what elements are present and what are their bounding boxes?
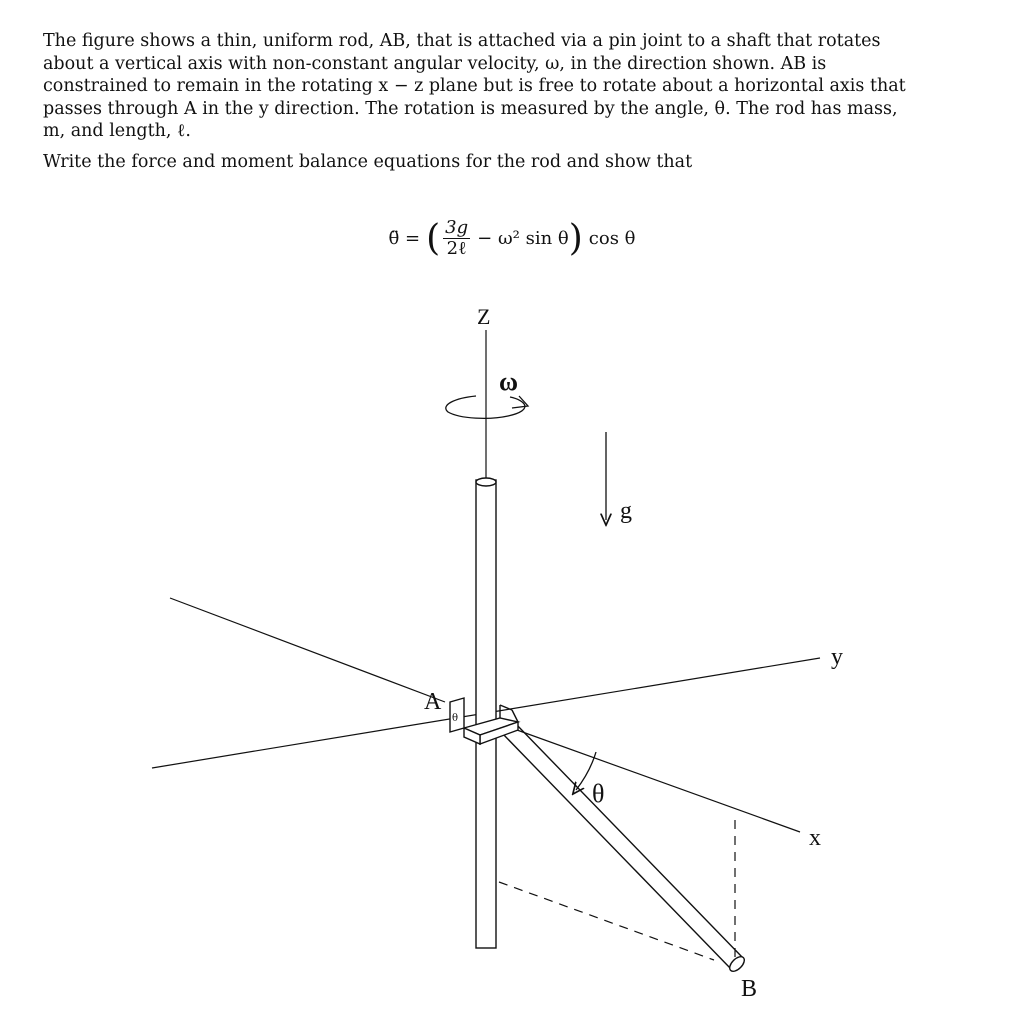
equation-close-paren: )	[568, 217, 583, 259]
problem-line: constrained to remain in the rotating x − z plane but is free to rotate about a horizontal axis that	[43, 76, 906, 96]
point-b-label: B	[741, 976, 758, 1002]
equation-open-paren: (	[426, 217, 441, 259]
equation-middle: − ω² sin θ	[477, 228, 569, 249]
rod-edge	[502, 733, 731, 969]
gravity-label: g	[620, 498, 632, 524]
x-axis-line	[517, 730, 800, 832]
shaft-top	[476, 478, 496, 486]
pin-theta-label: θ	[452, 713, 459, 724]
problem-paragraph-2: Write the force and moment balance equations for the rod and show that	[43, 151, 693, 172]
problem-line: about a vertical axis with non-constant angular velocity, ω, in the direction shown. AB is	[43, 53, 827, 74]
equation-tail: cos θ	[588, 228, 636, 249]
problem-line: passes through A in the y direction. The rotation is measured by the angle, θ. The rod has mass,	[43, 98, 898, 119]
equation-numerator: 3g	[445, 217, 469, 238]
equation-lhs: θ̈ =	[388, 228, 421, 249]
vertical-shaft	[476, 480, 496, 948]
theta-label: θ	[592, 779, 605, 808]
rod-edge	[514, 722, 743, 958]
x-axis-line	[170, 598, 445, 702]
rod-end-b	[727, 954, 747, 974]
point-a-label: A	[424, 689, 442, 715]
equation-denominator: 2ℓ	[446, 238, 467, 259]
omega-label: ω	[499, 367, 519, 396]
x-axis-label: x	[809, 825, 821, 851]
z-axis-label: Z	[477, 304, 491, 329]
problem-line: The figure shows a thin, uniform rod, AB, that is attached via a pin joint to a shaft that rotates	[43, 31, 881, 51]
y-axis-label: y	[831, 644, 843, 670]
projection-dashed-line	[499, 882, 714, 960]
problem-line: m, and length, ℓ.	[43, 121, 191, 141]
omega-rotation-arrow	[446, 396, 525, 418]
